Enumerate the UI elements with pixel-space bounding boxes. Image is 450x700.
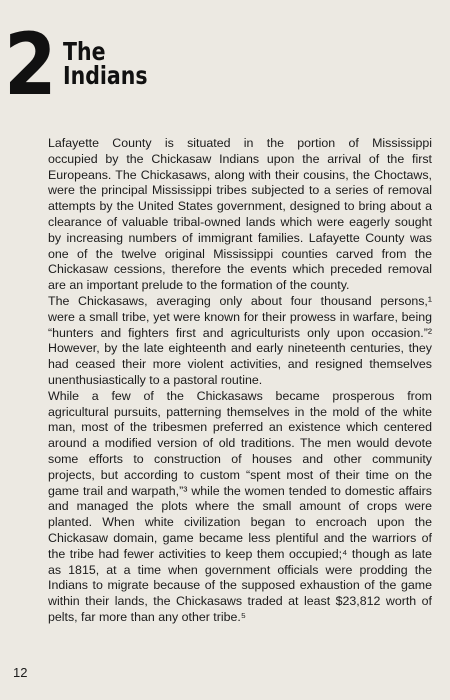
chapter-title-line-1: The bbox=[63, 37, 106, 66]
chapter-title bbox=[63, 37, 148, 90]
text-line: some efforts to construction of houses and other community bbox=[48, 451, 432, 466]
text-line: game trail and warpath,”³ while the women tended to domestic affairs bbox=[48, 483, 432, 498]
text-line: planted. When white civilization began to encroach upon the bbox=[48, 515, 432, 530]
text-line: Lafayette County is situated in the portion of Mississippi bbox=[48, 136, 432, 150]
text-line: occupied by the Chickasaw Indians upon the arrival of the first bbox=[48, 151, 432, 166]
text-line: and managed the plots where the small amount of crops were bbox=[48, 499, 432, 514]
text-line: Europeans. The Chickasaws, along with their cousins, the Choctaws, bbox=[48, 167, 432, 182]
text-line: are an important prelude to the formation of the county. bbox=[48, 278, 350, 293]
paragraph-2 bbox=[18, 294, 432, 389]
text-line: The Chickasaws, averaging only about four thousand persons,¹ bbox=[48, 293, 432, 308]
text-line: While a few of the Chickasaws became prosperous from bbox=[48, 388, 432, 403]
text-line: the tribe had fewer activities to keep them occupied;⁴ though as late bbox=[48, 546, 432, 561]
paragraph-3 bbox=[18, 389, 432, 626]
text-line: Chickasaw cessions, therefore the events which preceded removal bbox=[48, 262, 432, 277]
text-line: “hunters and fighters first and agriculturists only upon occasion.”² bbox=[48, 325, 432, 340]
text-line: unenthusiastically to a pastoral routine. bbox=[48, 372, 263, 387]
text-line: clearance of valuable tribal-owned lands which were eagerly sought bbox=[48, 214, 432, 229]
chapter-title-line-2: Indians bbox=[63, 61, 148, 90]
text-line: Chickasaw domain, game became less plentiful and the warriors of bbox=[48, 530, 432, 545]
text-line: agricultural pursuits, patterning themselves in the mold of the white bbox=[48, 404, 432, 419]
text-line: by increasing numbers of immigrant families. Lafayette County was bbox=[48, 230, 432, 245]
text-line: Indians to migrate because of the supposed exhaustion of the game bbox=[48, 578, 432, 593]
page-number: 12 bbox=[13, 665, 28, 680]
text-line: within their lands, the Chickasaws traded at least $23,812 worth of bbox=[48, 594, 432, 609]
text-line: projects, but according to custom “spent most of their time on the bbox=[48, 467, 432, 482]
text-line: attempts by the United States government, designed to bring about a bbox=[48, 199, 432, 214]
text-line: pelts, far more than any other tribe.⁵ bbox=[48, 609, 246, 624]
paragraph-1 bbox=[18, 136, 432, 294]
text-line: around a modified version of old traditions. The men would devote bbox=[48, 436, 432, 451]
text-line: as 1815, at a time when government officials were prodding the bbox=[48, 562, 432, 577]
text-line: were the principal Mississippi tribes subjected to a series of removal bbox=[48, 183, 432, 198]
text-line: were a small tribe, yet were known for their prowess in warfare, being bbox=[48, 309, 432, 324]
body-text bbox=[18, 136, 432, 626]
text-line: However, by the late eighteenth and early nineteenth centuries, they bbox=[48, 341, 432, 356]
chapter-number: 2 bbox=[4, 15, 57, 115]
text-line: had ceased their more violent activities, and resigned themselves bbox=[48, 357, 432, 372]
text-line: one of the twelve original Mississippi counties carved from the bbox=[48, 246, 432, 261]
text-line: man, most of the tribesmen preferred an existence which centered bbox=[48, 420, 432, 435]
